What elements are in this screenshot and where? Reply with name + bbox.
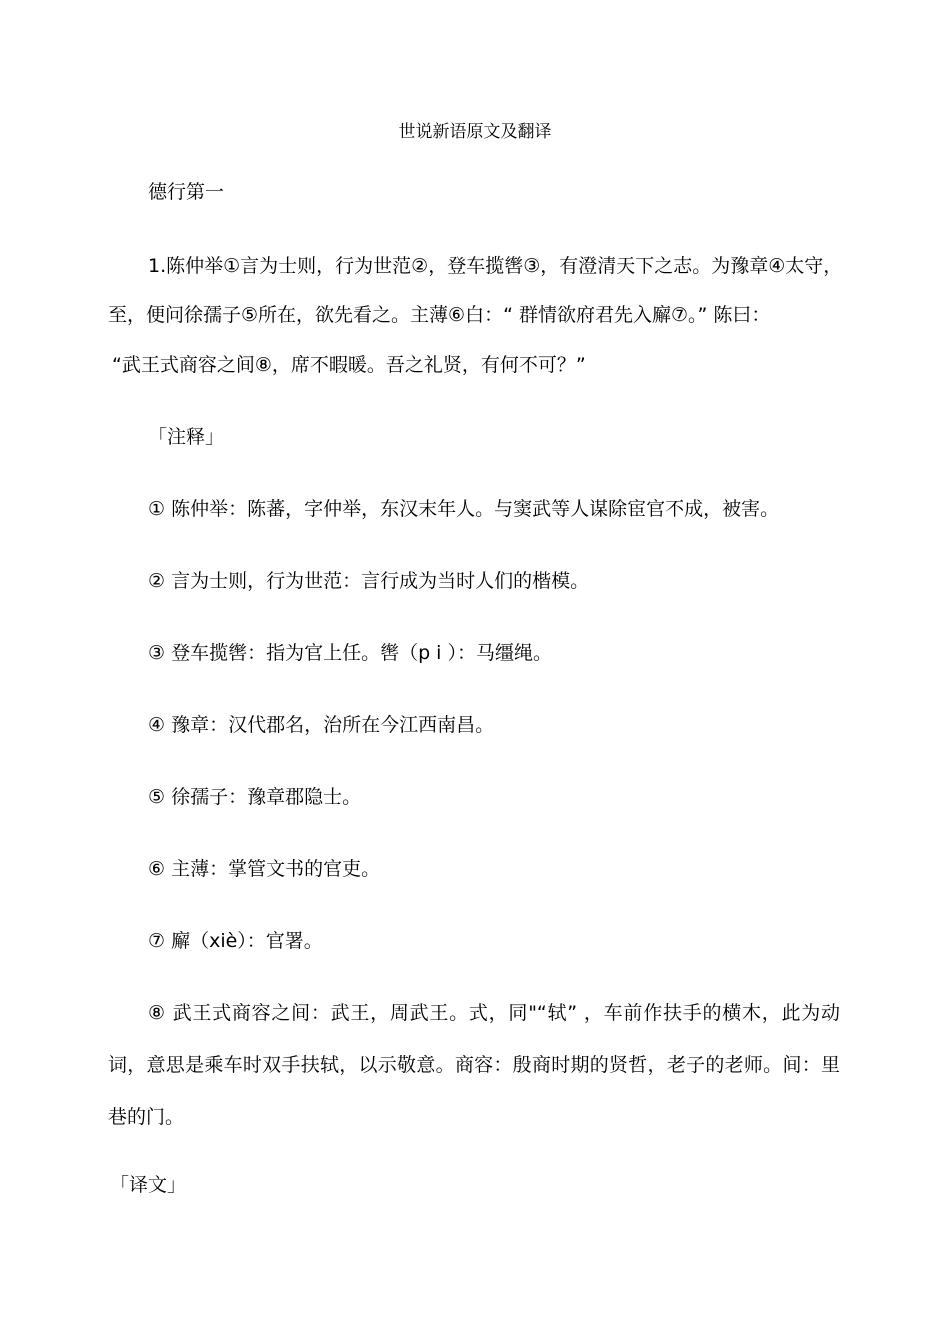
passage-line-3: “武王式商容之间⑧，席不暇暖。吾之礼贤，有何不可？” [112,354,586,376]
passage-line-1: 1.陈仲举①言为士则，行为世范②，登车揽辔③，有澄清天下之志。为豫章④太守， [148,255,843,277]
note-item-8: ⑧ 武王式商容之间：武王，周武王。式，同"“轼” ，车前作扶手的横木，此为动词，意思是乘车时双手扶轼，以示敬意。商容：殷商时期的贤哲，老子的老师。间：里巷的门。 [108,1002,840,1128]
translation-heading: 「译文」 [110,1174,187,1196]
note-item: ⑥ 主薄：掌管文书的官吏。 [148,858,381,880]
section-heading: 德行第一 [148,181,225,203]
notes-heading: 「注释」 [148,426,225,448]
note-item: ⑤ 徐孺子：豫章郡隐士。 [148,786,362,808]
note-item: ⑦ 廨（xiè）：官署。 [148,930,323,952]
passage-line-2: 至，便问徐孺子⑤所在，欲先看之。主薄⑥白：“ 群情欲府君先入廨⑦。” 陈曰： [108,304,771,326]
note-item: ③ 登车揽辔：指为官上任。辔（p i ）：马缰绳。 [148,642,552,664]
note-item: ④ 豫章：汉代郡名，治所在今江西南昌。 [148,714,495,736]
document-title: 世说新语原文及翻译 [398,122,552,142]
note-item: ① 陈仲举：陈蕃，字仲举，东汉末年人。与窦武等人谋除宦官不成，被害。 [148,498,780,520]
note-item: ② 言为士则，行为世范：言行成为当时人们的楷模。 [148,570,590,592]
